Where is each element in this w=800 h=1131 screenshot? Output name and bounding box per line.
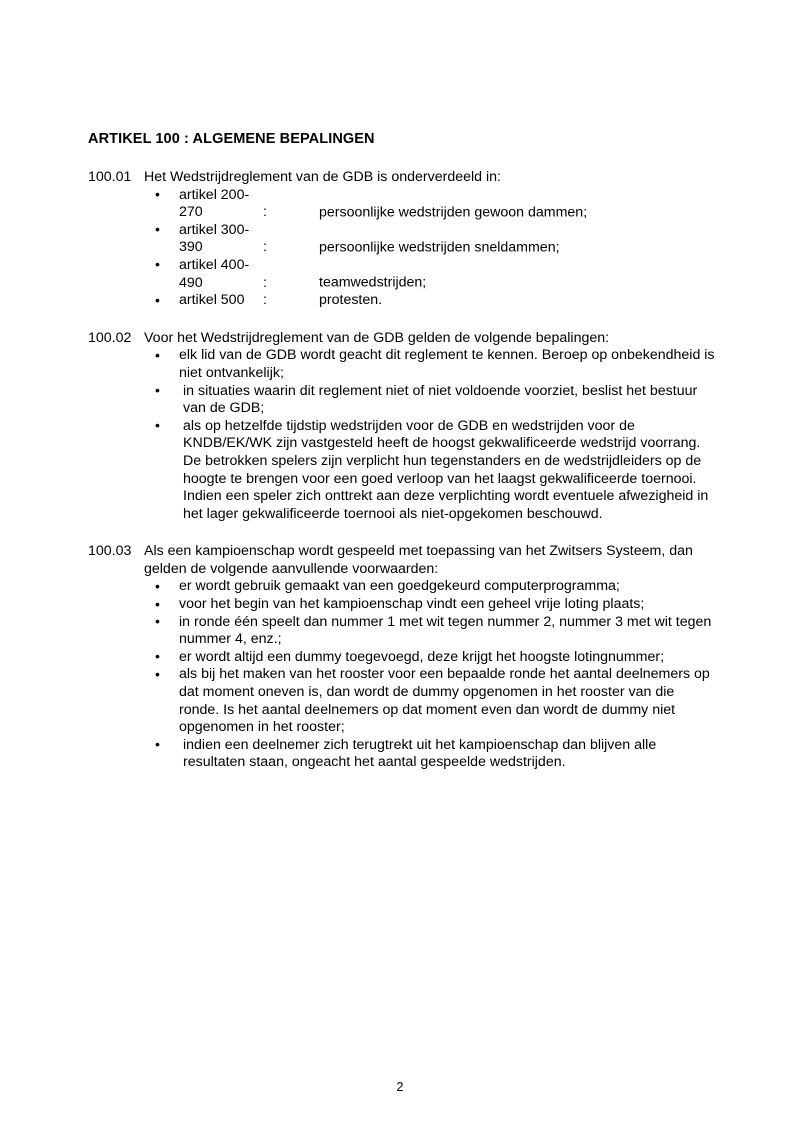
list-item: • er wordt gebruik gemaakt van een goedgekeurd computerprogramma; [155, 578, 718, 596]
list-item [155, 222, 718, 257]
clause-intro-text: Voor het Wedstrijdreglement van de GDB gelden de volgende bepalingen: [144, 329, 610, 346]
list-item-value: protesten. [319, 292, 383, 309]
list-item: • er wordt altijd een dummy toegevoegd, deze krijgt het hoogste lotingnummer; [155, 649, 718, 667]
list-item: • in ronde één speelt dan nummer 1 met wit tegen nummer 2, nummer 3 met wit tegen nummer 4, enz.; [155, 614, 718, 649]
list-item: • als op hetzelfde tijdstip wedstrijden voor de GDB en wedstrijden voor de KNDB/EK/WK zijn vastgesteld heeft de hoogst gekwalificeerde wedstrijd voorrang. De betrokken spelers zijn verplicht hun tegenstanders en de wedstrijdleiders op de hoogte te brengen voor een goed verloop van het laagst gekwalificeerde toernooi. Indien een speler zich onttrekt aan deze verplichting wordt eventuele afwezigheid in het lager gekwalificeerde toernooi als niet-opgekomen beschouwd. [155, 418, 718, 524]
bullet-list [88, 578, 718, 772]
list-item: • voor het begin van het kampioenschap vindt een geheel vrije loting plaats; [155, 596, 718, 614]
list-item-label: artikel 400-490 [179, 256, 250, 291]
list-item: • in situaties waarin dit reglement niet of niet voldoende voorziet, beslist het bestuur van de GDB; [155, 383, 718, 418]
page-number: 2 [396, 1080, 404, 1094]
list-item-label: artikel 300-390 [179, 221, 250, 256]
list-item-value: persoonlijke wedstrijden gewoon dammen; [319, 204, 588, 221]
clause-number: 100.02 [88, 329, 132, 346]
list-item [155, 187, 718, 222]
list-item-separator: : [263, 274, 267, 291]
clause-100.03 [88, 543, 718, 772]
list-item-value: teamwedstrijden; [319, 274, 427, 291]
clause-number: 100.01 [88, 169, 132, 185]
clause-intro-text: Het Wedstrijdreglement van de GDB is onderverdeeld in: [144, 169, 501, 185]
list-item: • indien een deelnemer zich terugtrekt uit het kampioenschap dan blijven alle resultaten staan, ongeacht het aantal gespeelde wedstrijden. [155, 737, 718, 772]
clause-heading [88, 169, 718, 187]
list-item-value: persoonlijke wedstrijden sneldammen; [319, 239, 560, 256]
clause-100.01 [88, 169, 718, 310]
list-item: • elk lid van de GDB wordt geacht dit reglement te kennen. Beroep op onbekendheid is niet ontvankelijk; [155, 347, 718, 382]
clause-heading [88, 330, 718, 348]
list-item-label: artikel 500 [179, 292, 245, 309]
clause-list [88, 169, 718, 772]
list-item-separator: : [263, 239, 267, 256]
clause-intro-text: Als een kampioenschap wordt gespeeld met toepassing van het Zwitsers Systeem, dan gelden de volgende aanvullende voorwaarden: [144, 543, 693, 577]
clause-100.02 [88, 330, 718, 524]
page-title: ARTIKEL 100 : ALGEMENE BEPALINGEN [88, 131, 375, 147]
list-item: • als bij het maken van het rooster voor een bepaalde ronde het aantal deelnemers op dat moment oneven is, dan wordt de dummy opgenomen in het rooster van die ronde. Is het aantal deelnemers op dat moment even dan wordt de dummy niet opgenomen in het rooster; [155, 666, 718, 736]
document-body [88, 130, 718, 792]
list-item [155, 257, 718, 292]
list-item-separator: : [263, 204, 267, 221]
list-item-separator: : [263, 292, 267, 309]
bullet-list [88, 187, 718, 310]
clause-heading [88, 543, 718, 578]
list-item [155, 292, 718, 310]
list-item-label: artikel 200-270 [179, 186, 250, 221]
bullet-list [88, 347, 718, 523]
clause-number: 100.03 [88, 543, 132, 560]
